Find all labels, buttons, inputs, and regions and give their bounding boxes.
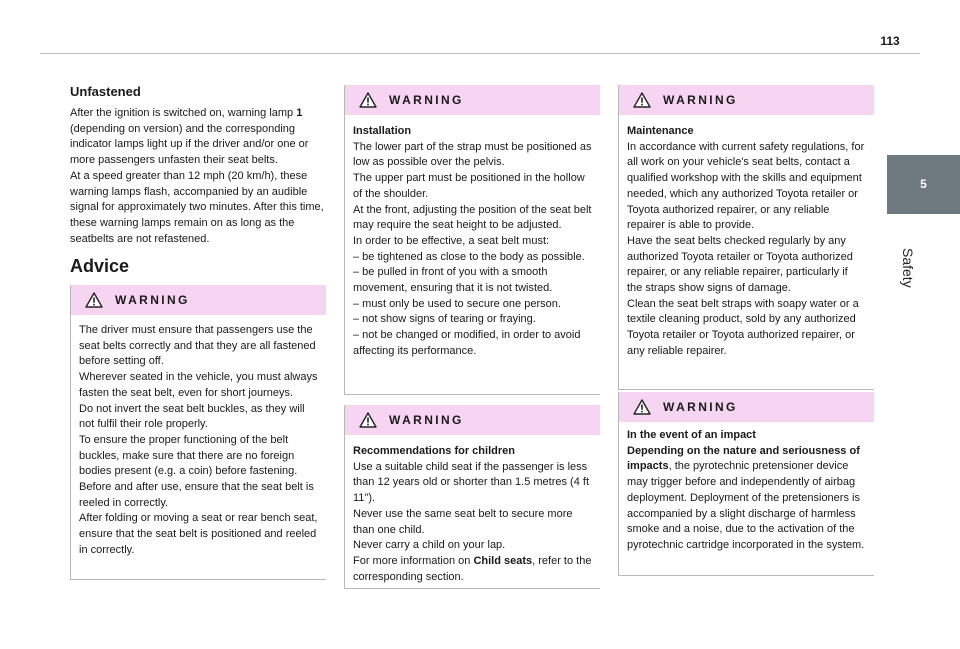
- warning-label: WARNING: [389, 93, 464, 107]
- warning-title: [627, 428, 866, 444]
- unfastened-heading: Unfastened: [70, 84, 141, 99]
- chapter-tab-rule: [887, 213, 960, 214]
- warning-body: [71, 315, 326, 559]
- warning-line: Use a suitable child seat if the passenger is less than 12 years old or shorter than 1.5 metres (4 ft 11").: [353, 460, 590, 505]
- warning-label: WARNING: [115, 293, 190, 307]
- warning-body: [619, 115, 874, 360]
- warning-box-advice: [70, 285, 326, 580]
- page-number: 113: [880, 34, 900, 48]
- warning-box-installation: [344, 85, 600, 395]
- warning-header: [619, 85, 874, 115]
- warning-title: [353, 444, 592, 460]
- warning-line: Clean the seat belt straps with soapy water or a textile cleaning product, sold by any authorized Toyota retailer or Toyota authorized repairer, or any reliable repairer.: [627, 297, 859, 357]
- warning-body: [345, 435, 600, 585]
- warning-triangle-icon: [359, 92, 377, 108]
- warning-line: At the front, adjusting the position of the seat belt may require the seat height to be adjusted.: [353, 203, 592, 232]
- impact-bold-lead: Depending on the nature and seriousness of impacts: [627, 444, 860, 473]
- warning-label: WARNING: [663, 93, 738, 107]
- warning-line: To ensure the proper functioning of the belt buckles, make sure that there are no foreign bodies present (e.g. a coin) before fastening.: [79, 433, 298, 478]
- warning-body: [619, 422, 874, 554]
- chapter-label: Safety: [900, 248, 916, 288]
- warning-label: WARNING: [389, 413, 464, 427]
- warning-line: [627, 444, 866, 554]
- text-span: , the pyrotechnic pretensioner device may trigger before and independently of airbag deployment. Deployment of the pretensioners is accompanied by a slight discharge of harmless smoke and a noise, due to the activation of the pyrotechnic cartridge incorporated in the system.: [627, 460, 865, 551]
- warning-triangle-icon: [359, 412, 377, 428]
- warning-line: The driver must ensure that passengers use the seat belts correctly and that they are all fastened before setting off.: [79, 324, 316, 368]
- warning-box-children: [344, 405, 600, 589]
- warning-line: Wherever seated in the vehicle, you must always fasten the seat belt, even for short journeys.: [79, 371, 318, 399]
- warning-line: – not show signs of tearing or fraying.: [353, 313, 536, 326]
- warning-body: [345, 115, 600, 360]
- warning-title-text: In the event of an impact: [627, 429, 756, 441]
- warning-line: – be pulled in front of you with a smooth movement, ensuring that it is not twisted.: [353, 266, 553, 295]
- text-span: After the ignition is switched on, warning lamp: [70, 107, 297, 119]
- warning-line: The lower part of the strap must be positioned as low as possible over the pelvis.: [353, 140, 592, 169]
- unfastened-paragraph-1: [70, 106, 328, 169]
- warning-title: [627, 124, 866, 140]
- warning-line: Do not invert the seat belt buckles, as they will not fulfil their role properly.: [79, 402, 305, 431]
- text-span: For more information on: [353, 554, 474, 567]
- warning-box-maintenance: [618, 85, 874, 390]
- unfastened-text: [70, 106, 328, 247]
- warning-line: After folding or moving a seat or rear bench seat, ensure that the seat belt is positioned and reeled in correctly.: [79, 512, 318, 556]
- warning-lamp-number: 1: [296, 107, 303, 119]
- text-span: , refer to the corresponding section.: [353, 554, 592, 583]
- warning-line: In order to be effective, a seat belt must:: [353, 234, 550, 247]
- warning-line: Before and after use, ensure that the seat belt is reeled in correctly.: [79, 481, 314, 509]
- warning-triangle-icon: [85, 292, 103, 308]
- header-rule: [40, 53, 920, 54]
- warning-title: [353, 124, 592, 140]
- warning-label: WARNING: [663, 400, 738, 414]
- child-seats-reference: Child seats: [473, 554, 533, 567]
- warning-header: [345, 405, 600, 435]
- warning-line: – be tightened as close to the body as possible.: [353, 250, 585, 263]
- warning-line: – not be changed or modified, in order to avoid affecting its performance.: [353, 329, 581, 357]
- warning-header: [345, 85, 600, 115]
- warning-line: Never carry a child on your lap.: [353, 539, 506, 552]
- warning-triangle-icon: [633, 92, 651, 108]
- warning-header: [619, 392, 874, 422]
- warning-line: In accordance with current safety regulations, for all work on your vehicle's seat belts, contact a qualified workshop with the skills and equipment needed, which any authorized Toyota retailer or Toyota authorized repairer, or any reliable repairer is able to provide.: [627, 140, 865, 232]
- chapter-tab[interactable]: 5: [887, 155, 960, 213]
- warning-header: [71, 285, 326, 315]
- warning-title-text: Installation: [353, 125, 412, 137]
- warning-line: The upper part must be positioned in the hollow of the shoulder.: [353, 172, 585, 200]
- advice-heading: Advice: [70, 256, 130, 276]
- warning-triangle-icon: [633, 399, 651, 415]
- unfastened-paragraph-2: At a speed greater than 12 mph (20 km/h), these warning lamps flash, accompanied by an audible signal for approximately two minutes. After this time, these warning lamps remain on as long as the seatbelts are not refastened.: [70, 169, 324, 245]
- warning-line: [353, 554, 592, 585]
- warning-line: Have the seat belts checked regularly by any authorized Toyota retailer or Toyota authorized repairer, or any reliable repairer, particularly if the straps show signs of damage.: [627, 234, 853, 295]
- warning-title-text: Recommendations for children: [353, 445, 515, 457]
- text-span: (depending on version) and the corresponding indicator lamps light up if the driver and/or one or more passengers unfasten their seat belts.: [70, 122, 309, 167]
- warning-line: – must only be used to secure one person.: [353, 297, 561, 310]
- warning-title-text: Maintenance: [627, 125, 694, 137]
- warning-box-impact: [618, 392, 874, 576]
- warning-line: Never use the same seat belt to secure more than one child.: [353, 507, 573, 536]
